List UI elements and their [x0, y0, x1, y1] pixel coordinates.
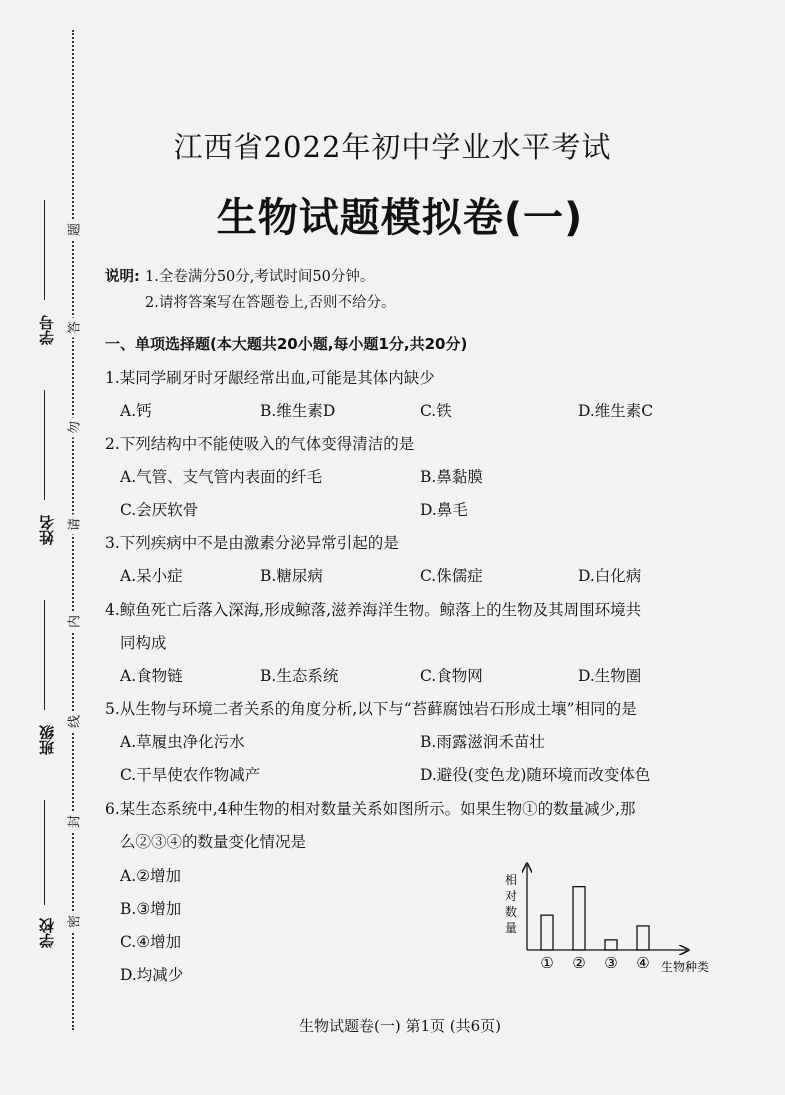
- option: C.侏儒症: [420, 567, 483, 585]
- option: C.会厌软骨: [120, 501, 199, 519]
- question-stem-cont: 么②③④的数量变化情况是: [120, 833, 307, 851]
- option: D.避役(变色龙)随环境而改变体色: [420, 766, 651, 784]
- name-label: 姓名: [38, 515, 56, 545]
- section-heading: 一、单项选择题(本大题共20小题,每小题1分,共20分): [105, 335, 468, 353]
- question-stem: 3.下列疾病中不是由激素分泌异常引起的是: [105, 534, 399, 552]
- question-stem: 5.从生物与环境二者关系的角度分析,以下与“苔藓腐蚀岩石形成土壤”相同的是: [105, 700, 637, 718]
- category-label: ①: [540, 954, 554, 972]
- option: B.③增加: [120, 900, 182, 918]
- option: C.④增加: [120, 933, 182, 951]
- exam-subtitle: 生物试题模拟卷(一): [216, 195, 584, 241]
- option: B.维生素D: [260, 402, 336, 420]
- y-axis-label-text: 相对数量: [505, 873, 518, 935]
- option: A.呆小症: [120, 567, 183, 585]
- instruction-item: 2.请将答案写在答题卷上,否则不给分。: [145, 295, 396, 311]
- page-footer: 生物试题卷(一) 第1页 (共6页): [298, 1017, 502, 1035]
- seal-char: 题: [64, 220, 83, 240]
- class-label: 班级: [38, 725, 56, 755]
- option: B.生态系统: [260, 667, 339, 685]
- student-number-label: 学号: [38, 315, 56, 345]
- option: A.气管、支气管内表面的纤毛: [120, 468, 323, 486]
- seal-char: 线: [64, 712, 83, 732]
- question-stem: 1.某同学刷牙时牙龈经常出血,可能是其体内缺少: [105, 369, 435, 387]
- seal-char: 密: [64, 912, 83, 932]
- school-label: 学校: [38, 918, 56, 948]
- question-stem: 2.下列结构中不能使吸入的气体变得清洁的是: [105, 435, 415, 453]
- seal-char: 内: [64, 612, 83, 632]
- bar-1: [541, 915, 553, 950]
- seal-char: 勿: [64, 418, 83, 438]
- population-bar-chart: [495, 860, 735, 985]
- bar-3: [605, 940, 617, 950]
- category-label: ③: [604, 954, 618, 972]
- option: C.食物网: [420, 667, 483, 685]
- y-axis-label: [505, 872, 517, 935]
- instruction-item: 1.全卷满分50分,考试时间50分钟。: [145, 269, 375, 285]
- question-stem-cont: 同构成: [120, 634, 167, 652]
- option: D.维生素C: [578, 402, 654, 420]
- option: C.铁: [420, 402, 452, 420]
- school-line: [44, 800, 45, 905]
- category-label: ②: [572, 954, 586, 972]
- option: D.鼻毛: [420, 501, 468, 519]
- seal-char: 答: [64, 318, 83, 338]
- bar-2: [573, 887, 585, 950]
- option: A.钙: [120, 402, 152, 420]
- option: B.鼻黏膜: [420, 468, 483, 486]
- option: B.雨露滋润禾苗壮: [420, 733, 545, 751]
- question-stem: 4.鲸鱼死亡后落入深海,形成鲸落,滋养海洋生物。鲸落上的生物及其周围环境共: [105, 601, 642, 619]
- category-label: ④: [636, 954, 650, 972]
- seal-char: 封: [64, 812, 83, 832]
- exam-title: 江西省2022年初中学业水平考试: [173, 130, 612, 164]
- option: D.均减少: [120, 966, 184, 984]
- option: A.②增加: [120, 867, 182, 885]
- option: A.食物链: [120, 667, 183, 685]
- name-line: [44, 390, 45, 500]
- option: C.干旱使农作物减产: [120, 766, 261, 784]
- option: D.生物圈: [578, 667, 642, 685]
- question-stem: 6.某生态系统中,4种生物的相对数量关系如图所示。如果生物①的数量减少,那: [105, 800, 636, 818]
- x-axis-label: 生物种类: [661, 960, 710, 974]
- option: D.白化病: [578, 567, 642, 585]
- bar-4: [637, 926, 649, 950]
- option: B.糖尿病: [260, 567, 323, 585]
- class-line: [44, 600, 45, 710]
- option: A.草履虫净化污水: [120, 733, 245, 751]
- seal-char: 请: [64, 515, 83, 535]
- instructions-label: 说明:: [105, 269, 140, 285]
